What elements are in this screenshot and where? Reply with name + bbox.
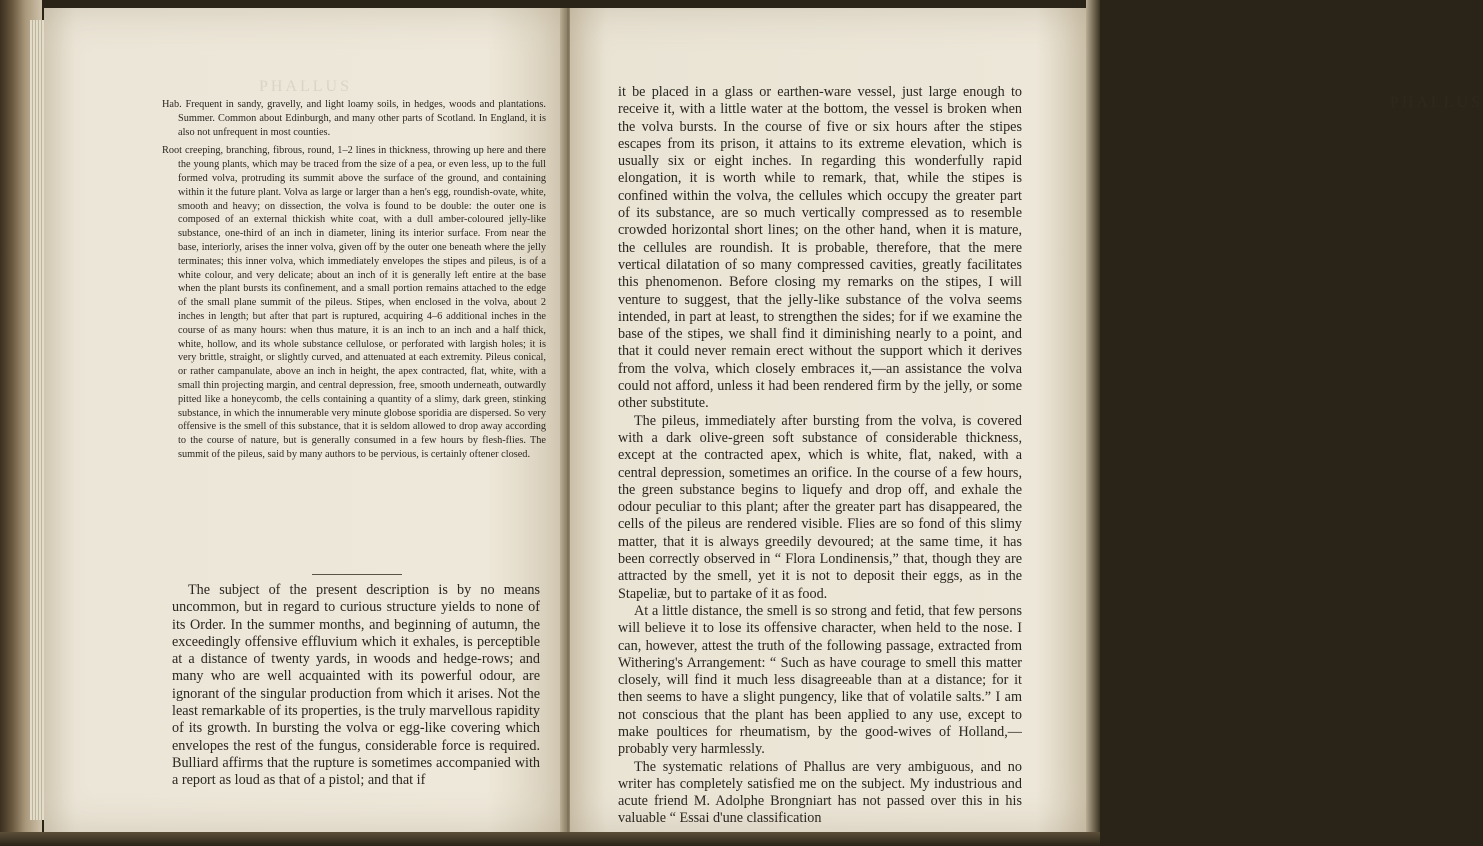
notes-block: [162, 98, 546, 467]
body-paragraph: it be placed in a glass or earthen-ware vessel, just large enough to receive it, with a little water at the bottom, the vessel is broken when the volva bursts. In the course of five or six hours after the stipes escapes from its prison, it attains to its extreme elevation, which is usually six or eight inches. In regarding this wonderfully rapid elongation, it is worth while to remark, that, while the stipes is confined within the volva, the cellules which occupy the greater part of its substance, are so much vertically compressed as to resemble crowded horizontal short lines; on the other hand, when it is mature, the cellules are roundish. It is probable, therefore, that the mere vertical dilatation of so many compressed cavities, greatly facilitates this phenomenon. Before closing my remarks on the stipes, I will venture to suggest, that the jelly-like substance of the volva seems intended, in part at least, to strengthen the sides; for if we examine the base of the stipes, we shall find it diminishing nearly to a point, and that it could never remain erect without the support which it derives from the volva, which closely embraces it,—an assistance the volva could not afford, unless it had been rendered firm by the jelly, or some other substitute.: [618, 84, 1022, 412]
left-page: [44, 8, 565, 834]
show-through-text: PHALLUS: [259, 78, 353, 95]
body-paragraph: The systematic relations of Phallus are very ambiguous, and no writer has completely satisfied me on the subject. My industrious and acute friend M. Adolphe Brongniart has not passed over this in his valuable “ Essai d'une classification: [618, 758, 1022, 827]
habitat-paragraph: Hab. Frequent in sandy, gravelly, and light loamy soils, in hedges, woods and plantations. Summer. Common about Edinburgh, and many other parts of Scotland. In England, it is also not unfrequent in most counties.: [162, 99, 546, 138]
main-text-left: [172, 582, 540, 790]
body-paragraph: At a little distance, the smell is so strong and fetid, that few persons will believe it to lose its offensive character, when held to the nose. I can, however, attest the truth of the following passage, extracted from Withering's Arrangement: “ Such as have courage to smell this matter closely, will find it much less disagreeable than at a distance; for it then seems to have a slight pungency, like that of volatile salts.” I am not conscious that the plant has been applied to any use, except to make poultices for rheumatism, by the good-wives of Holland,—probably very harmlessly.: [618, 602, 1022, 758]
right-page: [570, 8, 1483, 834]
page-edges: [30, 20, 44, 820]
body-paragraph: The pileus, immediately after bursting from the volva, is covered with a dark olive-green soft substance of considerable thickness, except at the contracted apex, which is white, flat, naked, with a central depression, sometimes an orifice. In the course of a few hours, the green substance begins to liquefy and drop off, and exhale the odour peculiar to this plant; after the greater part has disappeared, the cells of the pileus are rendered visible. Flies are so fond of this slimy matter, that it is always greedily devoured; at the same time, it has been correctly observed in “ Flora Londinensis,” that, though they are attracted by the smell, yet it is not to deposit their eggs, as in the Stapeliæ, but to partake of it as food.: [618, 412, 1022, 602]
main-text-right: [618, 84, 1022, 828]
description-paragraph: Root creeping, branching, fibrous, round, 1–2 lines in thickness, throwing up here and there the young plants, which may be traced from the size of a pea, or even less, up to the full formed volva, protruding its summit above the surface of the ground, and containing within it the future plant. Volva as large or larger than a hen's egg, roundish-ovate, white, smooth and heavy; on dissection, the volva is found to be double: the outer one is composed of an external thickish white coat, with a dull amber-coloured jelly-like substance, one-third of an inch in diameter, lining its interior surface. From near the base, interiorly, arises the inner volva, given off by the outer one beneath where the jelly terminates; this inner volva, which immediately envelopes the stipes and pileus, is of a white colour, and very delicate; about an inch of it is generally left entire at the base when the plant bursts its confinement, and a small portion remains attached to the edge of the small plane summit of the pileus. Stipes, when enclosed in the volva, about 2 inches in length; but after that part is ruptured, acquiring 4–6 additional inches in the course of as many hours: when thus mature, it is an inch to an inch and a half thick, white, hollow, and its whole substance cellulose, or perforated with largish holes; it is very brittle, straight, or slightly curved, and attenuated at each extremity. Pileus conical, or rather campanulate, above an inch in height, the apex contracted, flat, white, with a small thin projecting margin, and central depression, free, smooth underneath, outwardly pitted like a honeycomb, the cells containing a quantity of a slimy, dark green, stinking substance, in which the innumerable very minute globose sporidia are dispersed. So very offensive is the smell of this substance, that it is seldom allowed to drop away according to the course of nature, but is generally consumed in a few hours by flesh-flies. The summit of the pileus, said by many authors to be pervious, is certainly oftener closed.: [162, 145, 546, 460]
page-edges-right: [1086, 0, 1100, 846]
book-bottom-edge: [0, 832, 1100, 846]
section-rule: [312, 574, 402, 575]
show-through-text: PHALLUS: [1390, 94, 1483, 111]
body-paragraph: The subject of the present description is by no means uncommon, but in regard to curious structure yields to none of its Order. In the summer months, and beginning of autumn, the exceedingly offensive effluvium which it exhales, is perceptible at a distance of twenty yards, in woods and hedge-rows; and many who are well acquainted with its powerful odour, are ignorant of the singular production from which it arises. Not the least remarkable of its properties, is the truly marvellous rapidity of its growth. In bursting the volva or egg-like covering which envelopes the rest of the fungus, considerable force is required. Bulliard affirms that the rupture is sometimes accompanied with a report as loud as that of a pistol; and that if: [172, 582, 540, 789]
